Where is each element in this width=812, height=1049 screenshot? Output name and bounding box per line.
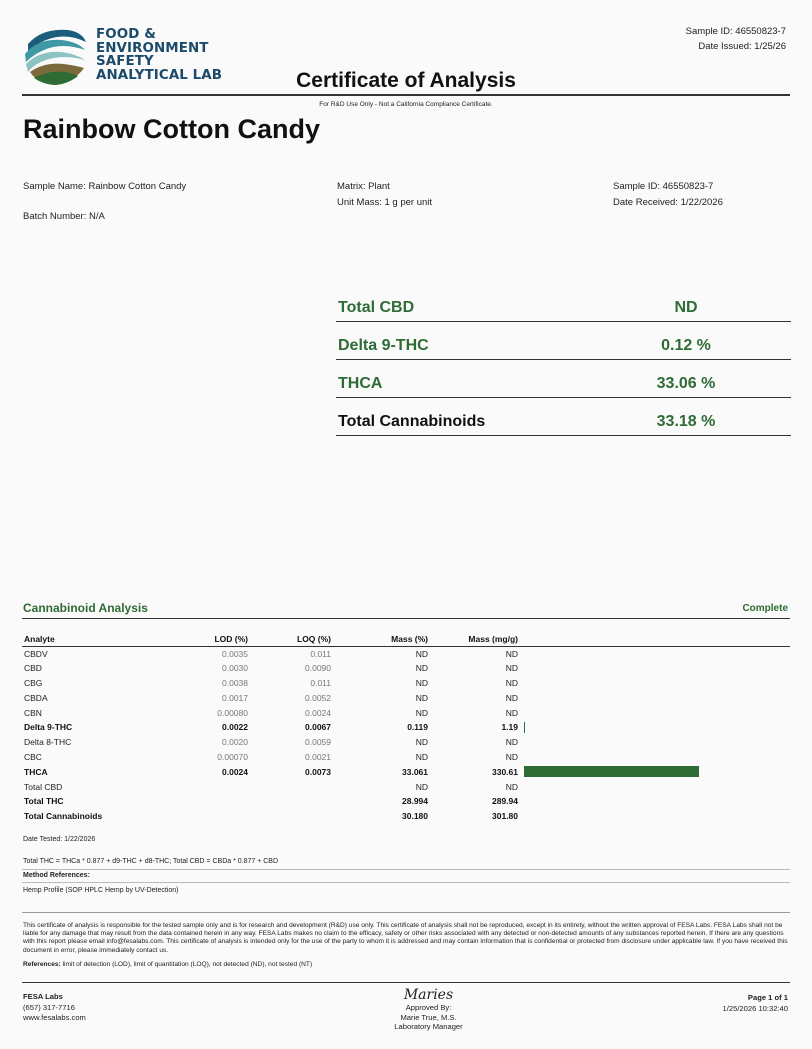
lod-value bbox=[162, 794, 250, 809]
table-row bbox=[22, 809, 790, 824]
loq-value: 0.0052 bbox=[305, 692, 331, 703]
sample-name: Sample Name: Rainbow Cotton Candy bbox=[23, 181, 187, 192]
bar-cell bbox=[520, 676, 790, 691]
analyte-name: CBN bbox=[24, 707, 42, 718]
approver-name: Marie True, M.S. bbox=[400, 1012, 457, 1022]
analyte-name: CBD bbox=[24, 663, 42, 674]
summary-label: THCA bbox=[338, 375, 383, 392]
loq-value bbox=[250, 794, 333, 809]
mass-percent: ND bbox=[415, 751, 428, 762]
loq-value bbox=[250, 809, 333, 824]
legal-divider bbox=[22, 912, 790, 913]
bar-cell bbox=[520, 764, 790, 779]
analysis-title: Cannabinoid Analysis bbox=[23, 601, 148, 615]
summary-row-thca bbox=[336, 360, 791, 398]
mass-mg-per-g: 330.61 bbox=[492, 766, 518, 777]
column-header: Analyte bbox=[22, 632, 162, 646]
mass-percent: 30.180 bbox=[402, 811, 428, 822]
lab-name-line: FOOD & bbox=[96, 27, 156, 42]
analyte-name: Delta 8-THC bbox=[24, 737, 72, 748]
footer-phone: (657) 317-7716 bbox=[23, 1002, 75, 1012]
approver-signature: Maries bbox=[403, 987, 454, 1003]
references-label: References: bbox=[23, 960, 61, 968]
bar-cell bbox=[520, 735, 790, 750]
summary-label: Total Cannabinoids bbox=[338, 413, 486, 430]
legal-disclaimer bbox=[23, 922, 789, 969]
bar-cell bbox=[520, 720, 790, 735]
total-formula: Total THC = THCa * 0.877 + d9-THC + d8-THC; Total CBD = CBDa * 0.877 + CBD bbox=[23, 858, 279, 865]
mass-percent: ND bbox=[415, 692, 428, 703]
summary-row-total-cannabinoids bbox=[336, 398, 791, 436]
table-row bbox=[22, 661, 790, 676]
table-row bbox=[22, 779, 790, 794]
analyte-name: CBDA bbox=[24, 692, 48, 703]
column-header: Mass (%) bbox=[333, 632, 430, 646]
column-header: LOQ (%) bbox=[250, 632, 333, 646]
footer-website: www.fesalabs.com bbox=[23, 1013, 86, 1022]
analysis-status: Complete bbox=[742, 603, 788, 614]
mass-bar bbox=[524, 722, 525, 733]
column-header: LOD (%) bbox=[162, 632, 250, 646]
mass-percent: 28.994 bbox=[402, 796, 428, 807]
matrix: Matrix: Plant bbox=[337, 181, 390, 192]
rd-disclaimer: For R&D Use Only - Not a California Compliance Certificate. bbox=[319, 101, 493, 108]
batch-number: Batch Number: N/A bbox=[23, 211, 105, 222]
mass-bar bbox=[524, 766, 699, 777]
method-heading: Method References: bbox=[23, 872, 90, 879]
loq-value: 0.0024 bbox=[305, 707, 331, 718]
bar-cell bbox=[520, 750, 790, 765]
summary-label: Delta 9-THC bbox=[338, 337, 429, 354]
bar-cell bbox=[520, 809, 790, 824]
lod-value: 0.0022 bbox=[222, 722, 248, 733]
lod-value: 0.00070 bbox=[217, 751, 248, 762]
summary-value: 0.12 % bbox=[661, 337, 711, 354]
mass-percent: ND bbox=[415, 663, 428, 674]
mass-mg-per-g: 1.19 bbox=[501, 722, 518, 733]
bar-cell bbox=[520, 690, 790, 705]
legal-text: This certificate of analysis is responsible for the tested sample only and is for research and development (R&D) use only. This certificate of analysis shall not be reproduced, except in its entirety, without the written approval of FESA Labs. FESA Labs shall not be liable for any damage that may result from the data contained herein in any way. FESA Labs makes no claim to the efficacy, safety or other risks associated with any detected or non-detected amounts of any substances reported herein. If there are any questions with this report please email info@fesalabs.com. This certificate of analysis is intended only for the use of the party to whom it is addressed and may contain information that is confidential or protected from disclosure under applicable law. If you have received this document in error, please immediately contact us. bbox=[23, 922, 788, 954]
table-row bbox=[22, 720, 790, 735]
loq-value: 0.0073 bbox=[305, 766, 331, 777]
summary-row-total-cbd bbox=[336, 284, 791, 322]
table-row bbox=[22, 705, 790, 720]
summary-label: Total CBD bbox=[338, 299, 415, 316]
table-row bbox=[22, 735, 790, 750]
summary-value: 33.06 % bbox=[656, 375, 716, 392]
mass-mg-per-g: ND bbox=[505, 781, 518, 792]
approved-by-label: Approved By: bbox=[405, 1003, 452, 1012]
mass-percent: 33.061 bbox=[402, 766, 428, 777]
summary-row-delta9-thc bbox=[336, 322, 791, 360]
mass-mg-per-g: ND bbox=[505, 663, 518, 674]
mass-mg-per-g: ND bbox=[505, 707, 518, 718]
page-number: Page 1 of 1 bbox=[747, 993, 788, 1002]
bar-cell bbox=[520, 779, 790, 794]
mass-mg-per-g: ND bbox=[505, 751, 518, 762]
footer-timestamp: 1/25/2026 10:32:40 bbox=[722, 1004, 788, 1013]
lod-value bbox=[162, 809, 250, 824]
loq-value bbox=[250, 779, 333, 794]
mass-mg-per-g: ND bbox=[505, 692, 518, 703]
date-received: Date Received: 1/22/2026 bbox=[613, 197, 723, 208]
table-row bbox=[22, 764, 790, 779]
footer-approval bbox=[356, 988, 501, 1032]
unit-mass: Unit Mass: 1 g per unit bbox=[337, 197, 433, 208]
lod-value: 0.0030 bbox=[222, 663, 248, 674]
formula-divider bbox=[22, 869, 790, 870]
analysis-divider bbox=[22, 618, 790, 619]
analyte-name: CBC bbox=[24, 751, 42, 762]
lod-value bbox=[162, 779, 250, 794]
mass-percent: ND bbox=[415, 677, 428, 688]
references-line bbox=[23, 961, 789, 969]
analyte-name: Delta 9-THC bbox=[24, 722, 73, 733]
analyte-name: Total THC bbox=[24, 796, 64, 807]
bar-cell bbox=[520, 661, 790, 676]
mass-mg-per-g: ND bbox=[505, 737, 518, 748]
table-row bbox=[22, 646, 790, 661]
mass-percent: 0.119 bbox=[407, 722, 428, 733]
lab-name-line: ENVIRONMENT bbox=[96, 40, 209, 56]
header-sample-info bbox=[686, 24, 786, 54]
footer-divider bbox=[22, 982, 790, 983]
summary-value: ND bbox=[674, 299, 698, 316]
cannabinoid-table bbox=[22, 632, 790, 824]
analyte-name: CBG bbox=[24, 677, 43, 688]
summary-value: 33.18 % bbox=[656, 413, 716, 430]
footer-lab-contact bbox=[23, 992, 86, 1024]
footer-page-info bbox=[723, 992, 788, 1014]
mass-percent: ND bbox=[415, 737, 428, 748]
method-divider bbox=[22, 882, 790, 883]
lod-value: 0.0038 bbox=[222, 677, 248, 688]
lod-value: 0.0035 bbox=[222, 648, 248, 659]
analyte-name: CBDV bbox=[24, 648, 48, 659]
loq-value: 0.0090 bbox=[305, 663, 331, 674]
mass-mg-per-g: ND bbox=[505, 677, 518, 688]
approver-title: Laboratory Manager bbox=[394, 1022, 463, 1031]
mass-percent: ND bbox=[415, 781, 428, 792]
sample-id: Sample ID: 46550823-7 bbox=[613, 181, 714, 192]
mass-mg-per-g: 289.94 bbox=[492, 796, 518, 807]
header-sample-id: Sample ID: 46550823-7 bbox=[685, 26, 786, 37]
table-row bbox=[22, 690, 790, 705]
loq-value: 0.0021 bbox=[305, 751, 331, 762]
loq-value: 0.0059 bbox=[305, 737, 331, 748]
loq-value: 0.0067 bbox=[305, 722, 331, 733]
table-header-row bbox=[22, 632, 790, 646]
table-row bbox=[22, 750, 790, 765]
mass-percent: ND bbox=[415, 707, 428, 718]
header-divider bbox=[22, 94, 790, 96]
bar-cell bbox=[520, 705, 790, 720]
lod-value: 0.0017 bbox=[222, 692, 248, 703]
table-body bbox=[22, 646, 790, 824]
references-text: limit of detection (LOD), limit of quantitation (LOQ), not detected (ND), not tested (NT) bbox=[62, 960, 313, 968]
lod-value: 0.0024 bbox=[222, 766, 248, 777]
analyte-name: Total CBD bbox=[24, 781, 63, 792]
analyte-name: THCA bbox=[24, 766, 48, 777]
analyte-name: Total Cannabinoids bbox=[24, 811, 103, 822]
loq-value: 0.011 bbox=[310, 648, 331, 659]
document-title: Certificate of Analysis bbox=[296, 69, 516, 92]
loq-value: 0.011 bbox=[310, 677, 331, 688]
header-date-issued: Date Issued: 1/25/26 bbox=[698, 41, 786, 52]
lab-name-line: SAFETY bbox=[96, 54, 154, 70]
lab-name-line: ANALYTICAL LAB bbox=[96, 67, 223, 83]
lod-value: 0.0020 bbox=[222, 737, 248, 748]
lod-value: 0.00080 bbox=[217, 707, 248, 718]
table-row bbox=[22, 676, 790, 691]
mass-mg-per-g: 301.80 bbox=[492, 811, 518, 822]
mass-percent: ND bbox=[415, 648, 428, 659]
date-tested: Date Tested: 1/22/2026 bbox=[23, 836, 96, 843]
bar-cell bbox=[520, 646, 790, 661]
table-row bbox=[22, 794, 790, 809]
footer-lab-name: FESA Labs bbox=[23, 992, 63, 1001]
bar-cell bbox=[520, 794, 790, 809]
column-header: Mass (mg/g) bbox=[430, 632, 520, 646]
method-reference: Hemp Profile (SOP HPLC Hemp by UV-Detection) bbox=[23, 887, 179, 894]
mass-mg-per-g: ND bbox=[505, 648, 518, 659]
column-header-bar bbox=[520, 632, 790, 646]
product-name: Rainbow Cotton Candy bbox=[23, 114, 320, 144]
